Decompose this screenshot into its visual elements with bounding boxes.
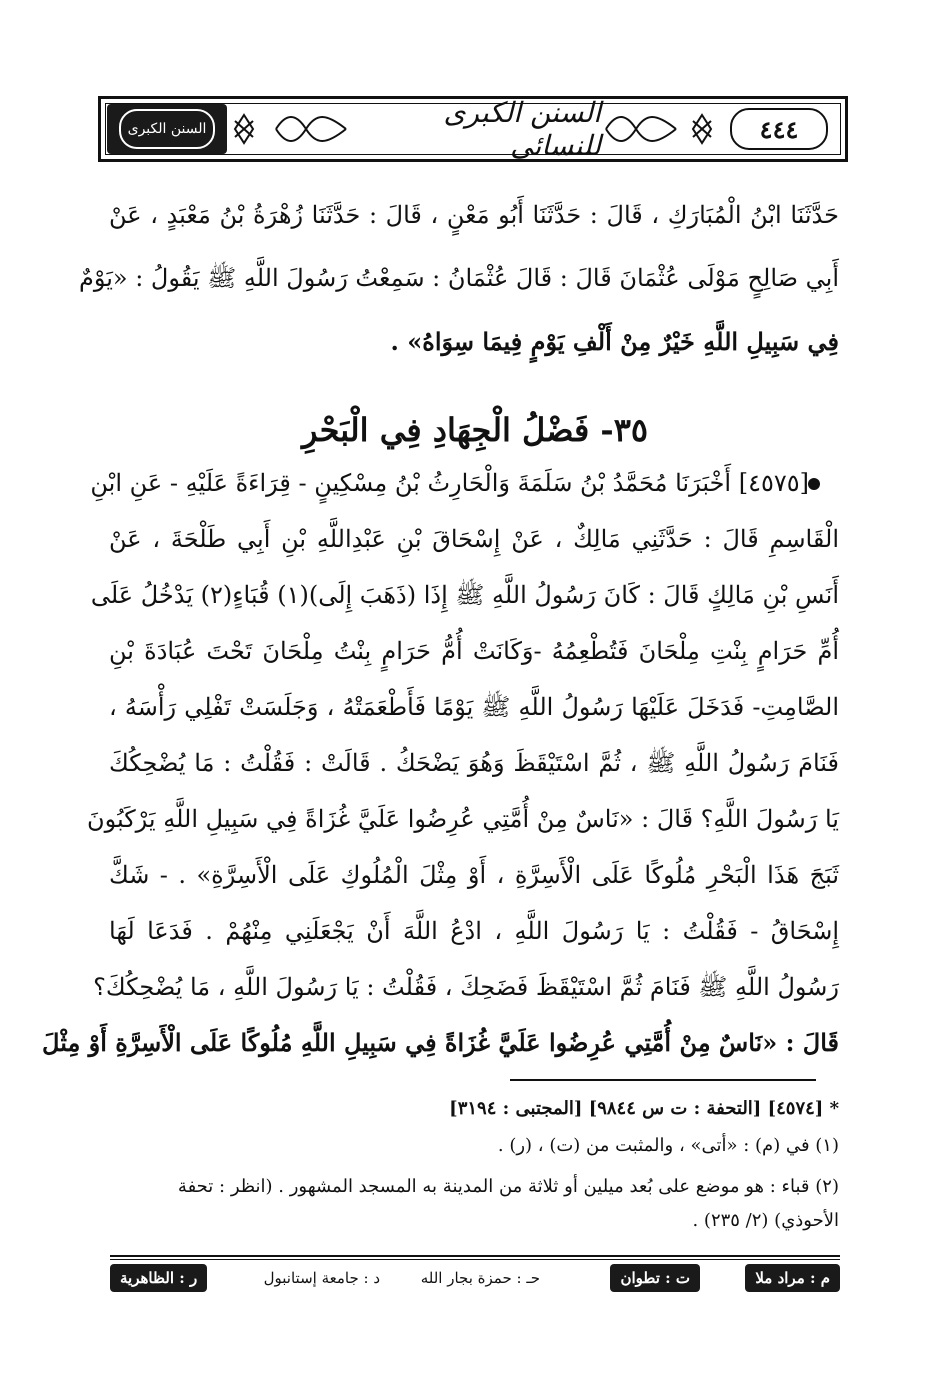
text-line: أُمِّ حَرَامٍ بِنْتِ مِلْحَانَ فَتُطْعِمُهُ -وَكَانَتْ أُمُّ حَرَامٍ بِنْتُ مِلْحَانَ تَحْتَ عُبَادَةَ بْنِ — [109, 637, 839, 665]
text-line: [٤٥٧٥] أَخْبَرَنَا مُحَمَّدُ بْنُ سَلَمَةَ وَالْحَارِثُ بْنُ مِسْكِينٍ - قِرَاءَةً عَلَيْهِ - عَنِ ابْنِ — [90, 469, 809, 497]
footnote-1: (١) في (م) : «أتى» ، والمثبت من (ت) ، (ر) . — [497, 1135, 839, 1156]
page-header — [98, 96, 848, 162]
siglum-m-badge: م : مراد ملا — [745, 1264, 840, 1292]
footnote-2: (٢) قباء : هو موضع على بُعد ميلين أو ثلاثة من المدينة به المسجد المشهور . (انظر : تحفة — [177, 1176, 839, 1197]
siglum-h-text: حـ : حمزة بجار الله — [420, 1269, 540, 1287]
footnote-reference: * [٤٥٧٤] [التحفة : ت س ٩٨٤٤] [المجتبى : ٣١٩٤] — [449, 1098, 839, 1119]
text-line: أَنَسِ بْنِ مَالِكٍ قَالَ : كَانَ رَسُولُ اللَّهِ ﷺ إِذَا (ذَهَبَ إِلَى)(١) قُبَاءٍ(٢) يَدْخُلُ عَلَى — [90, 581, 839, 609]
bullet-icon — [808, 478, 820, 490]
text-line: فِي سَبِيلِ اللَّهِ خَيْرٌ مِنْ أَلْفِ يَوْمٍ فِيمَا سِوَاهُ» . — [390, 327, 839, 356]
footer-divider — [110, 1255, 840, 1257]
page-number: ٤٤٤ — [730, 108, 828, 150]
text-line: الْقَاسِمِ قَالَ : حَدَّثَنِي مَالِكٌ ، عَنْ إِسْحَاقَ بْنِ عَبْدِاللَّهِ بْنِ أَبِي طَلْحَةَ ، عَنْ — [109, 525, 839, 553]
ornament-knot-icon — [233, 113, 255, 145]
text-line: فَنَامَ رَسُولُ اللَّهِ ﷺ ، ثُمَّ اسْتَيْقَظَ وَهُوَ يَضْحَكُ . قَالَتْ : فَقُلْتُ : مَا يُضْحِكُكَ — [109, 749, 839, 777]
manuscript-sigla — [110, 1264, 840, 1294]
text-line: الصَّامِتِ- فَدَخَلَ عَلَيْهَا رَسُولُ اللَّهِ ﷺ يَوْمًا فَأَطْعَمَتْهُ ، وَجَلَسَتْ تَفْلِي رَأْسَهُ ، — [109, 693, 839, 721]
ornament-knot-icon — [691, 113, 713, 145]
page-number-frame — [719, 104, 839, 154]
footnote-divider — [510, 1079, 816, 1081]
section-title: ٣٥- فَضْلُ الْجِهَادِ فِي الْبَحْرِ — [301, 411, 649, 449]
book-title: السنن الكبرى للنسائي — [443, 96, 601, 162]
footnote-2-continued: الأحوذي) (٢/ ٢٣٥) . — [692, 1210, 839, 1231]
siglum-d-text: د : جامعة إستانبول — [263, 1269, 380, 1287]
book-logo — [107, 104, 227, 154]
footer-divider — [110, 1259, 840, 1260]
text-line: يَا رَسُولَ اللَّهِ؟ قَالَ : «نَاسٌ مِنْ أُمَّتِي عُرِضُوا عَلَيَّ غُزَاةً فِي سَبِيلِ اللَّهِ يَرْكَبُونَ — [86, 805, 839, 833]
siglum-t-badge: ت : تطوان — [610, 1264, 700, 1292]
text-line: قَالَ : «نَاسٌ مِنْ أُمَّتِي عُرِضُوا عَلَيَّ غُزَاةً فِي سَبِيلِ اللَّهِ مُلُوكًا عَلَى الْأَسِرَّةِ أَوْ مِثْلَ — [42, 1028, 839, 1057]
text-line: ثَبَجَ هَذَا الْبَحْرِ مُلُوكًا عَلَى الْأَسِرَّةِ ، أَوْ مِثْلَ الْمُلُوكِ عَلَى الْأَسِرَّةِ» . - شَكَّ — [109, 861, 839, 889]
siglum-r-badge: ر : الظاهرية — [110, 1264, 207, 1292]
book-logo-text: السنن الكبرى — [119, 109, 215, 149]
text-line: رَسُولُ اللَّهِ ﷺ فَنَامَ ثُمَّ اسْتَيْقَظَ فَضَحِكَ ، فَقُلْتُ : يَا رَسُولَ اللَّهِ ، مَا يُضْحِكُكَ؟ — [93, 973, 839, 1001]
ornament-border-icon — [276, 111, 346, 147]
text-line: إِسْحَاقُ - فَقُلْتُ : يَا رَسُولَ اللَّهِ ، ادْعُ اللَّهَ أَنْ يَجْعَلَنِي مِنْهُمْ . فَدَعَا لَهَا — [109, 917, 839, 945]
text-line: أَبِي صَالِحٍ مَوْلَى عُثْمَانَ قَالَ : قَالَ عُثْمَانُ : سَمِعْتُ رَسُولَ اللَّهِ ﷺ يَقُولُ : «يَوْمٌ — [78, 264, 839, 292]
ornament-border-icon — [606, 111, 676, 147]
text-line: حَدَّثَنَا ابْنُ الْمُبَارَكِ ، قَالَ : حَدَّثَنَا أَبُو مَعْنٍ ، قَالَ : حَدَّثَنَا زُهْرَةُ بْنُ مَعْبَدٍ ، عَنْ — [109, 201, 839, 229]
